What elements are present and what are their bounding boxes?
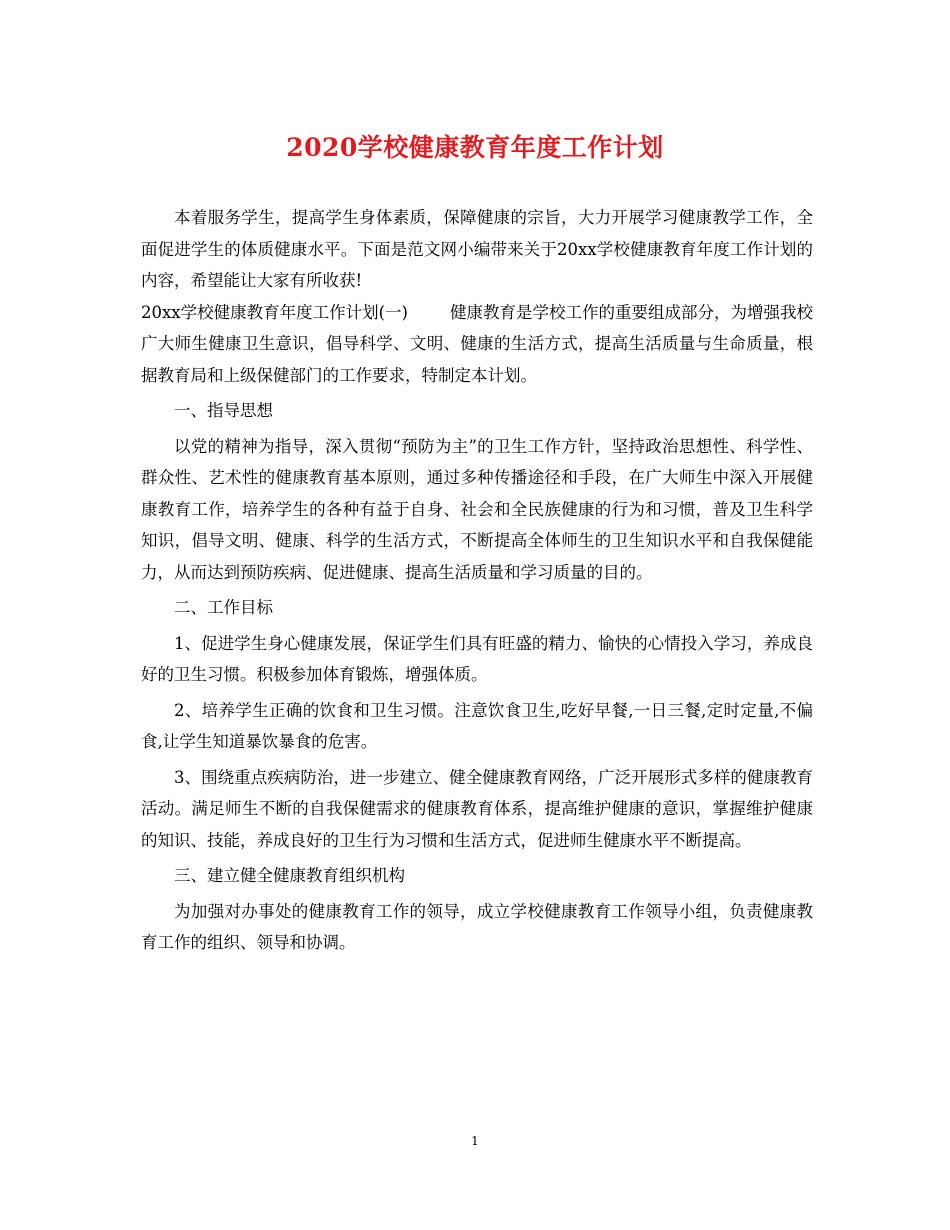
section1-heading: 一、指导思想 xyxy=(174,401,273,420)
goal-3-paragraph: 3、围绕重点疾病防治，进一步建立、健全健康教育网络，广泛开展形式多样的健康教育活动。满足师生不断的自我保健需求的健康教育体系，提高维护健康的意识，掌握维护健康的知识、技能，养成良好的卫生行为习惯和生活方式，促进师生健康水平不断提高。 xyxy=(141,767,813,850)
section2-heading: 二、工作目标 xyxy=(174,598,273,617)
section3-heading: 三、建立健全健康教育组织机构 xyxy=(174,866,405,885)
intro-paragraph: 本着服务学生，提高学生身体素质，保障健康的宗旨，大力开展学习健康教学工作，全面促进学生的体质健康水平。下面是范文网小编带来关于20xx学校健康教育年度工作计划的内容，希望能让大家有所收获! xyxy=(141,208,813,290)
goal-1-paragraph: 1、促进学生身心健康发展，保证学生们具有旺盛的精力、愉快的心情投入学习，养成良好的卫生习惯。积极参加体育锻炼，增强体质。 xyxy=(141,633,813,684)
plan-intro: 健康教育是学校工作的重要组成部分，为增强我校广大师生健康卫生意识，倡导科学、文明、健康的生活方式，提高生活质量与生命质量，根据教育局和上级保健部门的工作要求，特制定本计划。 xyxy=(141,302,814,385)
plan-paragraph xyxy=(141,297,813,392)
plan-heading: 20xx学校健康教育年度工作计划(一) xyxy=(141,302,408,322)
document-title: 2020学校健康教育年度工作计划 xyxy=(286,133,664,162)
section3-paragraph: 为加强对办事处的健康教育工作的领导，成立学校健康教育工作领导小组，负责健康教育工作的组织、领导和协调。 xyxy=(141,901,813,952)
section1-paragraph: 以党的精神为指导，深入贯彻“预防为主”的卫生工作方针，坚持政治思想性、科学性、群众性、艺术性的健康教育基本原则，通过多种传播途径和手段，在广大师生中深入开展健康教育工作，培养学生的各种有益于自身、社会和全民族健康的行为和习惯，普及卫生科学知识，倡导文明、健康、科学的生活方式，不断提高全体师生的卫生知识水平和自我保健能力，从而达到预防疾病、促进健康、提高生活质量和学习质量的目的。 xyxy=(141,436,813,582)
page-number: 1 xyxy=(471,1134,479,1148)
document-body xyxy=(141,202,813,959)
goal-2-paragraph: 2、培养学生正确的饮食和卫生习惯。注意饮食卫生,吃好早餐,一日三餐,定时定量,不偏食,让学生知道暴饮暴食的危害。 xyxy=(141,700,813,751)
